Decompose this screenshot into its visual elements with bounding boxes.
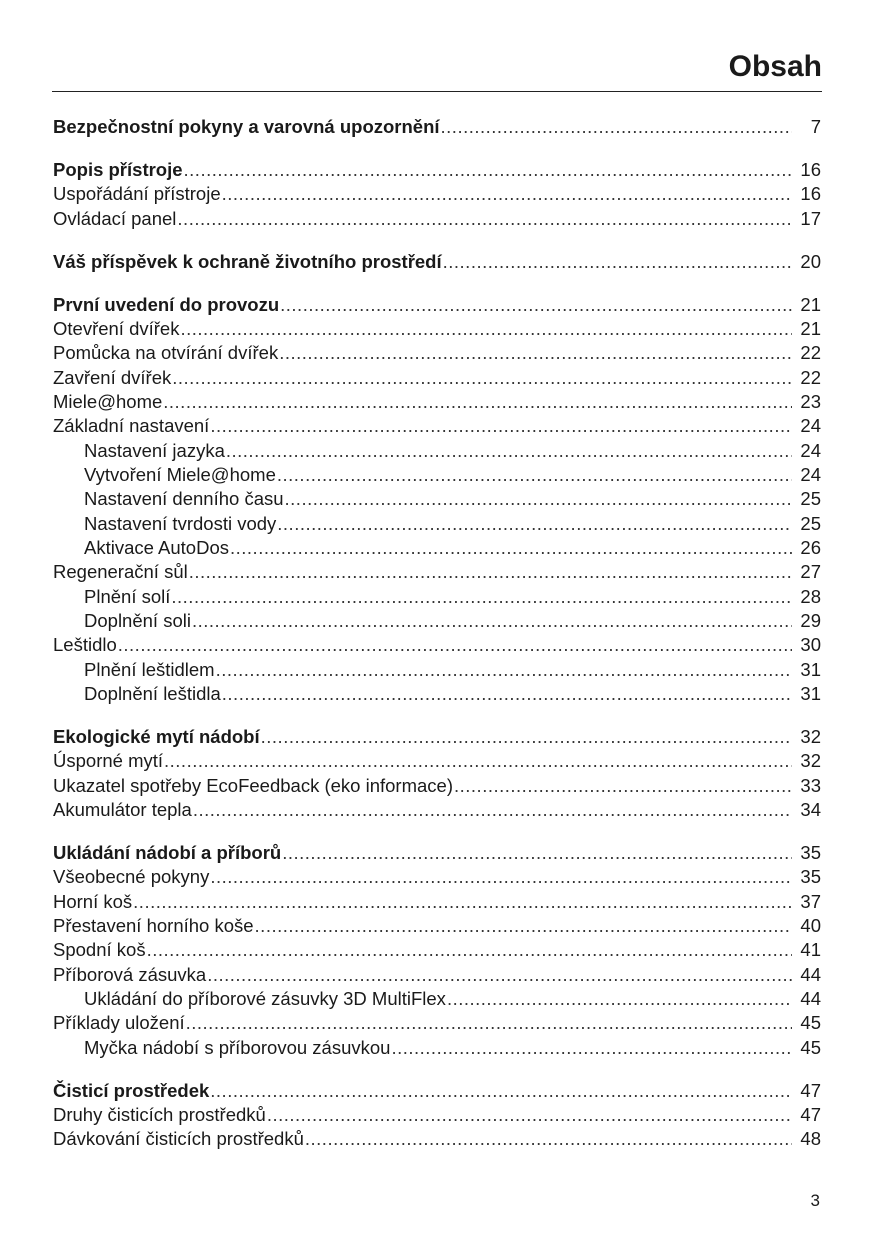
toc-entry-page: 29 bbox=[800, 609, 821, 631]
toc-entry-label: Přestavení horního koše bbox=[53, 914, 254, 936]
toc-entry-page: 31 bbox=[800, 658, 821, 680]
dot-leader bbox=[180, 317, 792, 341]
toc-subentry[interactable] bbox=[53, 987, 821, 1011]
toc-entry-label: Všeobecné pokyny bbox=[53, 866, 210, 888]
toc-entry-label: Pomůcka na otvírání dvířek bbox=[53, 342, 279, 364]
toc-entry[interactable] bbox=[53, 865, 821, 889]
toc-entry-page: 37 bbox=[800, 890, 821, 912]
toc-entry-label: Bezpečnostní pokyny a varovná upozornění bbox=[53, 116, 440, 137]
dot-leader bbox=[192, 609, 792, 633]
toc-entry[interactable] bbox=[53, 798, 821, 822]
toc-entry[interactable] bbox=[53, 341, 821, 365]
toc-entry-page: 34 bbox=[800, 798, 821, 820]
dot-leader bbox=[279, 341, 792, 365]
toc-entry-label: Leštidlo bbox=[53, 634, 117, 656]
toc-entry[interactable] bbox=[53, 749, 821, 773]
toc-entry[interactable] bbox=[53, 1103, 821, 1127]
toc-entry-label: Popis přístroje bbox=[53, 158, 183, 180]
toc-entry[interactable] bbox=[53, 914, 821, 938]
table-of-contents bbox=[53, 115, 821, 1152]
toc-section-heading[interactable] bbox=[53, 293, 821, 317]
toc-entry-page: 30 bbox=[800, 634, 821, 656]
toc-section-heading[interactable] bbox=[53, 841, 821, 865]
toc-entry-label: Doplnění leštidla bbox=[84, 683, 221, 704]
dot-leader bbox=[305, 1127, 792, 1151]
toc-entry-page: 25 bbox=[800, 488, 821, 510]
toc-entry-page: 24 bbox=[800, 415, 821, 437]
toc-entry-page: 44 bbox=[800, 963, 821, 985]
page-title: Obsah bbox=[728, 50, 822, 83]
toc-entry-label: Regenerační sůl bbox=[53, 561, 188, 583]
toc-subentry[interactable] bbox=[53, 512, 821, 536]
toc-entry-label: Váš příspěvek k ochraně životního prostředí bbox=[53, 250, 442, 272]
toc-entry-label: První uvedení do provozu bbox=[53, 293, 280, 315]
dot-leader bbox=[164, 749, 792, 773]
dot-leader bbox=[177, 207, 792, 231]
toc-section-heading[interactable] bbox=[53, 725, 821, 749]
toc-entry-label: Miele@home bbox=[53, 390, 163, 412]
toc-entry-label: Otevření dvířek bbox=[53, 317, 180, 339]
toc-entry[interactable] bbox=[53, 560, 821, 584]
toc-entry-label: Doplnění soli bbox=[84, 609, 191, 631]
toc-entry-page: 32 bbox=[800, 725, 821, 747]
toc-section-heading[interactable] bbox=[53, 115, 821, 139]
dot-leader bbox=[277, 512, 792, 536]
dot-leader bbox=[172, 366, 792, 390]
toc-entry-label: Dávkování čisticích prostředků bbox=[53, 1128, 304, 1150]
toc-subentry[interactable] bbox=[53, 487, 821, 511]
toc-section-heading[interactable] bbox=[53, 1079, 821, 1103]
toc-section-heading[interactable] bbox=[53, 250, 821, 274]
toc-entry-label: Myčka nádobí s příborovou zásuvkou bbox=[84, 1036, 391, 1058]
toc-entry-label: Plnění leštidlem bbox=[84, 658, 215, 680]
toc-entry-page: 22 bbox=[800, 366, 821, 388]
toc-entry[interactable] bbox=[53, 633, 821, 657]
toc-subentry[interactable] bbox=[53, 1036, 821, 1060]
toc-entry-label: Příklady uložení bbox=[53, 1012, 185, 1034]
dot-leader bbox=[222, 182, 792, 206]
toc-entry-page: 35 bbox=[800, 866, 821, 888]
toc-entry-label: Zavření dvířek bbox=[53, 366, 172, 388]
dot-leader bbox=[163, 390, 792, 414]
toc-entry-label: Nastavení tvrdosti vody bbox=[84, 512, 277, 534]
toc-entry[interactable] bbox=[53, 1127, 821, 1151]
toc-entry[interactable] bbox=[53, 317, 821, 341]
dot-leader bbox=[230, 536, 792, 560]
toc-entry-page: 21 bbox=[800, 317, 821, 339]
toc-entry-page: 47 bbox=[800, 1079, 821, 1101]
dot-leader bbox=[207, 963, 792, 987]
toc-entry-label: Čisticí prostředek bbox=[53, 1079, 210, 1101]
toc-entry-label: Ukládání nádobí a příborů bbox=[53, 841, 282, 863]
dot-leader bbox=[391, 1036, 792, 1060]
toc-entry-label: Plnění solí bbox=[84, 585, 171, 607]
dot-leader bbox=[147, 938, 792, 962]
header-divider bbox=[52, 91, 822, 92]
toc-entry-page: 16 bbox=[800, 158, 821, 180]
toc-entry[interactable] bbox=[53, 890, 821, 914]
toc-entry[interactable] bbox=[53, 366, 821, 390]
dot-leader bbox=[280, 293, 792, 317]
toc-entry-page: 44 bbox=[800, 987, 821, 1009]
toc-entry[interactable] bbox=[53, 774, 821, 798]
dot-leader bbox=[222, 682, 792, 706]
dot-leader bbox=[285, 487, 792, 511]
dot-leader bbox=[171, 585, 792, 609]
toc-entry-label: Vytvoření Miele@home bbox=[84, 463, 276, 485]
toc-entry-page: 24 bbox=[800, 439, 821, 461]
toc-entry-page: 23 bbox=[800, 390, 821, 412]
toc-entry-page: 47 bbox=[800, 1103, 821, 1125]
toc-entry-label: Nastavení jazyka bbox=[84, 439, 225, 461]
toc-entry[interactable] bbox=[53, 182, 821, 206]
toc-entry-label: Základní nastavení bbox=[53, 415, 210, 437]
toc-entry-label: Ukazatel spotřeby EcoFeedback (eko informace) bbox=[53, 774, 453, 796]
toc-entry-label: Spodní koš bbox=[53, 939, 146, 961]
toc-entry-label: Ovládací panel bbox=[53, 207, 177, 229]
toc-entry-page: 32 bbox=[800, 750, 821, 772]
toc-entry-page: 16 bbox=[800, 183, 821, 205]
toc-entry-page: 33 bbox=[800, 774, 821, 796]
toc-entry-page: 22 bbox=[800, 342, 821, 364]
dot-leader bbox=[193, 798, 792, 822]
toc-entry-page: 45 bbox=[800, 1012, 821, 1034]
toc-entry-page: 28 bbox=[800, 585, 821, 607]
toc-entry-page: 48 bbox=[800, 1128, 821, 1150]
toc-entry[interactable] bbox=[53, 963, 821, 987]
dot-leader bbox=[186, 1011, 792, 1035]
dot-leader bbox=[210, 1079, 792, 1103]
toc-subentry[interactable] bbox=[53, 585, 821, 609]
toc-entry-page: 45 bbox=[800, 1036, 821, 1058]
toc-entry-page: 31 bbox=[800, 683, 821, 704]
dot-leader bbox=[216, 658, 792, 682]
toc-entry[interactable] bbox=[53, 1011, 821, 1035]
toc-entry-page: 20 bbox=[800, 250, 821, 272]
page-number: 3 bbox=[810, 1191, 820, 1210]
toc-section-heading[interactable] bbox=[53, 158, 821, 182]
toc-entry-label: Druhy čisticích prostředků bbox=[53, 1103, 266, 1125]
dot-leader bbox=[277, 463, 792, 487]
dot-leader bbox=[184, 158, 792, 182]
toc-entry-page: 7 bbox=[810, 116, 821, 137]
toc-entry-label: Příborová zásuvka bbox=[53, 963, 207, 985]
toc-entry-label: Ekologické mytí nádobí bbox=[53, 725, 260, 747]
toc-entry-page: 40 bbox=[800, 914, 821, 936]
toc-entry-label: Nastavení denního času bbox=[84, 488, 284, 510]
toc-entry[interactable] bbox=[53, 938, 821, 962]
toc-subentry[interactable] bbox=[53, 439, 821, 463]
toc-entry-page: 17 bbox=[800, 207, 821, 229]
toc-entry[interactable] bbox=[53, 414, 821, 438]
toc-entry-label: Ukládání do příborové zásuvky 3D MultiFlex bbox=[84, 987, 446, 1009]
toc-subentry[interactable] bbox=[53, 536, 821, 560]
toc-subentry[interactable] bbox=[53, 609, 821, 633]
dot-leader bbox=[189, 560, 792, 584]
toc-subentry[interactable] bbox=[53, 658, 821, 682]
toc-entry-page: 21 bbox=[800, 293, 821, 315]
dot-leader bbox=[118, 633, 792, 657]
dot-leader bbox=[255, 914, 792, 938]
dot-leader bbox=[261, 725, 792, 749]
dot-leader bbox=[133, 890, 792, 914]
dot-leader bbox=[267, 1103, 792, 1127]
dot-leader bbox=[210, 414, 792, 438]
dot-leader bbox=[226, 439, 792, 463]
dot-leader bbox=[443, 250, 792, 274]
toc-entry-page: 25 bbox=[800, 512, 821, 534]
toc-entry-page: 26 bbox=[800, 536, 821, 558]
dot-leader bbox=[447, 987, 792, 1011]
toc-entry-page: 27 bbox=[800, 561, 821, 583]
toc-entry[interactable] bbox=[53, 207, 821, 231]
dot-leader bbox=[210, 865, 792, 889]
toc-entry-label: Uspořádání přístroje bbox=[53, 183, 221, 205]
toc-entry-page: 41 bbox=[800, 939, 821, 961]
toc-entry-page: 24 bbox=[800, 463, 821, 485]
toc-entry-label: Horní koš bbox=[53, 890, 133, 912]
dot-leader bbox=[454, 774, 792, 798]
toc-entry-label: Úsporné mytí bbox=[53, 750, 164, 772]
dot-leader bbox=[282, 841, 792, 865]
toc-entry-label: Akumulátor tepla bbox=[53, 798, 192, 820]
dot-leader bbox=[441, 115, 792, 139]
toc-subentry[interactable] bbox=[53, 463, 821, 487]
toc-entry-page: 35 bbox=[800, 841, 821, 863]
toc-entry[interactable] bbox=[53, 390, 821, 414]
toc-subentry[interactable] bbox=[53, 682, 821, 706]
toc-entry-label: Aktivace AutoDos bbox=[84, 536, 229, 558]
